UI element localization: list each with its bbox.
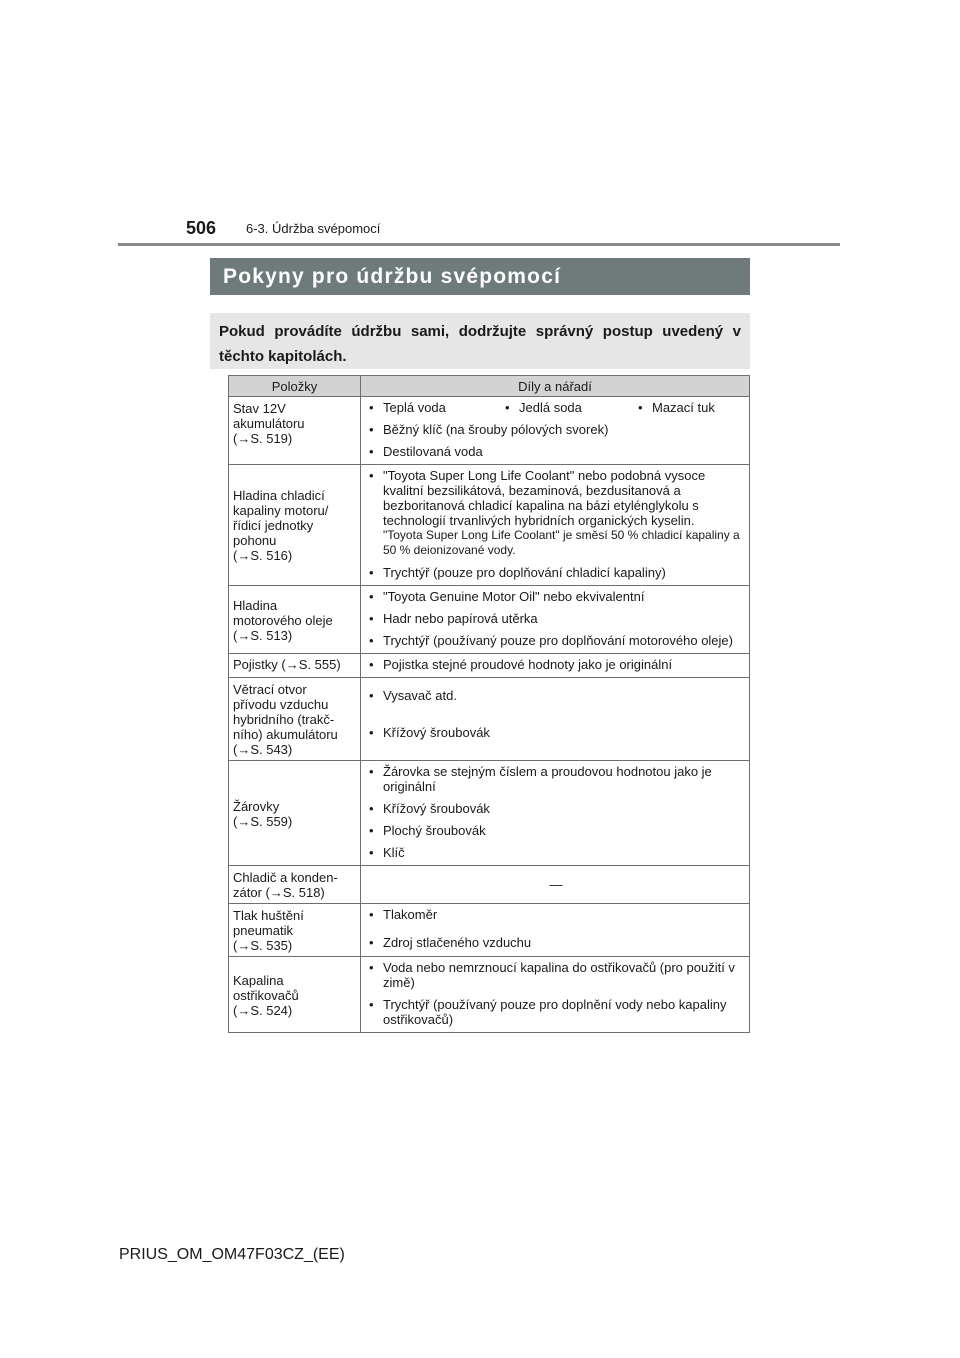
tool-item [367, 468, 745, 558]
item-label: Stav 12V akumulátoru (→S. 519) [233, 401, 305, 446]
table-row [229, 397, 750, 465]
intro-box: Pokud provádíte údržbu sami, dodržujte správný postup uvedený v těchto kapitolách. [210, 313, 750, 369]
item-label: Hladina chladicí kapaliny motoru/ řídicí jednotky pohonu (→S. 516) [233, 488, 329, 563]
tool-item: • Trychtýř (používaný pouze pro doplňování motorového oleje) [367, 633, 745, 648]
table-row [229, 866, 750, 904]
table-row [229, 586, 750, 654]
tool-item: • Jedlá soda [503, 400, 636, 415]
empty-dash: — [549, 877, 563, 892]
tool-item: • Trychtýř (pouze pro doplňování chladicí kapaliny) [367, 565, 745, 580]
table-row [229, 654, 750, 678]
tool-item: • Destilovaná voda [367, 444, 745, 459]
section-title: 6-3. Údržba svépomocí [246, 221, 381, 236]
item-label: Chladič a konden- zátor (→S. 518) [233, 870, 338, 900]
tool-item: • Mazací tuk [636, 400, 715, 415]
tool-item: • "Toyota Genuine Motor Oil" nebo ekvivalentní [367, 589, 745, 604]
table-row [229, 904, 750, 957]
tool-item-text: "Toyota Super Long Life Coolant" nebo podobná vysoce kvalitní bezsilikátová, bezaminová, bezdusitanová a bezboritanová chladicí kapalina na bázi etylénglykolu s technologií trvanlivých hybridních organických kyselin. [383, 468, 706, 528]
tool-item: • Teplá voda [367, 400, 503, 415]
section-banner: Pokyny pro údržbu svépomocí [210, 258, 750, 295]
header-rule [118, 243, 840, 246]
tool-item: • Běžný klíč (na šrouby pólových svorek) [367, 422, 745, 437]
page-number: 506 [186, 218, 217, 238]
tool-item: • Zdroj stlačeného vzduchu [367, 935, 745, 950]
tool-item: • Trychtýř (používaný pouze pro doplnění vody nebo kapaliny ostřikovačů) [367, 997, 745, 1027]
table-header-row [229, 376, 750, 397]
table-row [229, 761, 750, 866]
tool-item: • Vysavač atd. [367, 688, 745, 703]
inline-tools [367, 400, 745, 415]
tool-item: • Tlakoměr [367, 907, 745, 922]
tool-item: • Hadr nebo papírová utěrka [367, 611, 745, 626]
col-header-tools: Díly a nářadí [361, 376, 750, 397]
coolant-note: "Toyota Super Long Life Coolant" je směsí 50 % chladicí kapaliny a 50 % deionizované vody. [383, 528, 740, 557]
table-row [229, 678, 750, 761]
tool-item: • Klíč [367, 845, 745, 860]
item-label: Tlak huštění pneumatik (→S. 535) [233, 908, 304, 953]
tools-table [228, 375, 750, 1033]
col-header-items: Položky [229, 376, 361, 397]
tool-item: • Plochý šroubovák [367, 823, 745, 838]
item-label: Pojistky (→S. 555) [233, 657, 341, 672]
table-row [229, 465, 750, 586]
item-label: Žárovky (→S. 559) [233, 798, 293, 829]
tool-item: • Žárovka se stejným číslem a proudovou hodnotou jako je originální [367, 764, 745, 794]
item-label: Větrací otvor přívodu vzduchu hybridního (trakč- ního) akumulátoru (→S. 543) [233, 682, 338, 757]
item-label: Kapalina ostřikovačů (→S. 524) [233, 972, 299, 1018]
tool-item: • Voda nebo nemrznoucí kapalina do ostřikovačů (pro použití v zimě) [367, 960, 745, 990]
table-row [229, 957, 750, 1033]
footer-code: PRIUS_OM_OM47F03CZ_(EE) [119, 1246, 345, 1263]
tool-item: • Křížový šroubovák [367, 725, 745, 740]
item-label: Hladina motorového oleje (→S. 513) [233, 597, 333, 643]
tool-item: • Křížový šroubovák [367, 801, 745, 816]
tool-item: • Pojistka stejné proudové hodnoty jako je originální [367, 657, 745, 672]
